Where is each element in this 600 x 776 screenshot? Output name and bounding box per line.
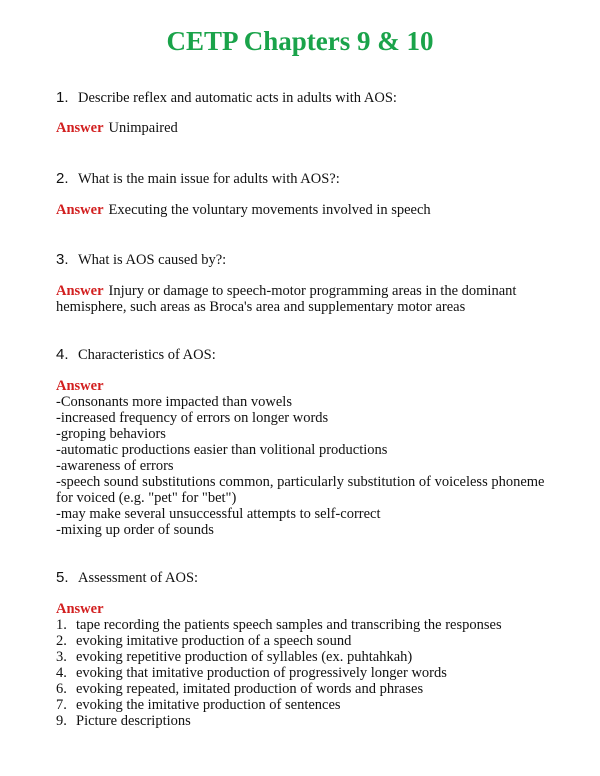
question-number: 1. — [56, 89, 69, 106]
item-text: evoking that imitative production of progressively longer words — [76, 665, 447, 681]
list-item — [56, 697, 560, 713]
list-item: -groping behaviors — [56, 426, 166, 442]
question-prompt: What is AOS caused by?: — [78, 252, 227, 268]
item-text: evoking the imitative production of sentences — [76, 697, 341, 713]
item-number: 4. — [56, 665, 67, 681]
list-item: -automatic productions easier than volitional productions — [56, 442, 388, 458]
item-number: 3. — [56, 649, 67, 665]
item-number: 6. — [56, 681, 67, 697]
item-text: evoking repetitive production of syllables (ex. puhtahkah) — [76, 649, 413, 665]
assessment-list — [56, 617, 560, 729]
question-text — [56, 251, 560, 269]
item-number: 9. — [56, 713, 67, 729]
answer-label: Answer — [56, 202, 104, 218]
list-item: -speech sound substitutions common, particularly substitution of voiceless phoneme for voiced (e.g. "pet" for "bet") — [56, 474, 545, 506]
item-number: 1. — [56, 617, 67, 633]
answer-5 — [56, 601, 560, 729]
question-text — [56, 170, 560, 188]
list-item: -may make several unsuccessful attempts to self-correct — [56, 506, 381, 522]
answer-4 — [56, 378, 560, 538]
question-text — [56, 346, 560, 364]
answer-text: Executing the voluntary movements involved in speech — [108, 202, 431, 218]
question-text — [56, 569, 560, 587]
question-number: 4. — [56, 346, 69, 363]
answer-3 — [56, 283, 560, 315]
question-prompt: What is the main issue for adults with AOS?: — [78, 171, 340, 187]
question-2 — [56, 170, 560, 188]
answer-label: Answer — [56, 283, 104, 299]
question-number: 3. — [56, 251, 69, 268]
item-number: 2. — [56, 633, 67, 649]
question-3 — [56, 251, 560, 269]
list-item — [56, 713, 560, 729]
page-title: CETP Chapters 9 & 10 — [166, 26, 434, 56]
item-text: Picture descriptions — [76, 713, 191, 729]
question-text — [56, 89, 560, 107]
list-item: -awareness of errors — [56, 458, 174, 474]
question-number: 2. — [56, 170, 69, 187]
answer-1 — [56, 120, 560, 136]
answer-2 — [56, 202, 560, 218]
characteristics-list — [56, 394, 560, 538]
list-item — [56, 649, 560, 665]
question-1 — [56, 89, 560, 107]
item-text: evoking imitative production of a speech sound — [76, 633, 352, 649]
answer-label: Answer — [56, 378, 104, 394]
answer-label: Answer — [56, 120, 104, 136]
list-item: -Consonants more impacted than vowels — [56, 394, 292, 410]
question-4 — [56, 346, 560, 364]
item-number: 7. — [56, 697, 67, 713]
question-number: 5. — [56, 569, 69, 586]
item-text: tape recording the patients speech samples and transcribing the responses — [76, 617, 502, 633]
list-item: -mixing up order of sounds — [56, 522, 214, 538]
question-prompt: Characteristics of AOS: — [78, 347, 216, 363]
question-prompt: Describe reflex and automatic acts in adults with AOS: — [78, 90, 397, 106]
answer-label: Answer — [56, 601, 104, 617]
list-item: -increased frequency of errors on longer words — [56, 410, 329, 426]
list-item — [56, 633, 560, 649]
question-5 — [56, 569, 560, 587]
list-item — [56, 665, 560, 681]
list-item — [56, 681, 560, 697]
question-prompt: Assessment of AOS: — [78, 570, 199, 586]
answer-text: Injury or damage to speech-motor programming areas in the dominant hemisphere, such areas as Broca's area and supplementary motor areas — [56, 283, 517, 315]
item-text: evoking repeated, imitated production of words and phrases — [76, 681, 424, 697]
answer-text: Unimpaired — [108, 120, 178, 136]
list-item — [56, 617, 560, 633]
